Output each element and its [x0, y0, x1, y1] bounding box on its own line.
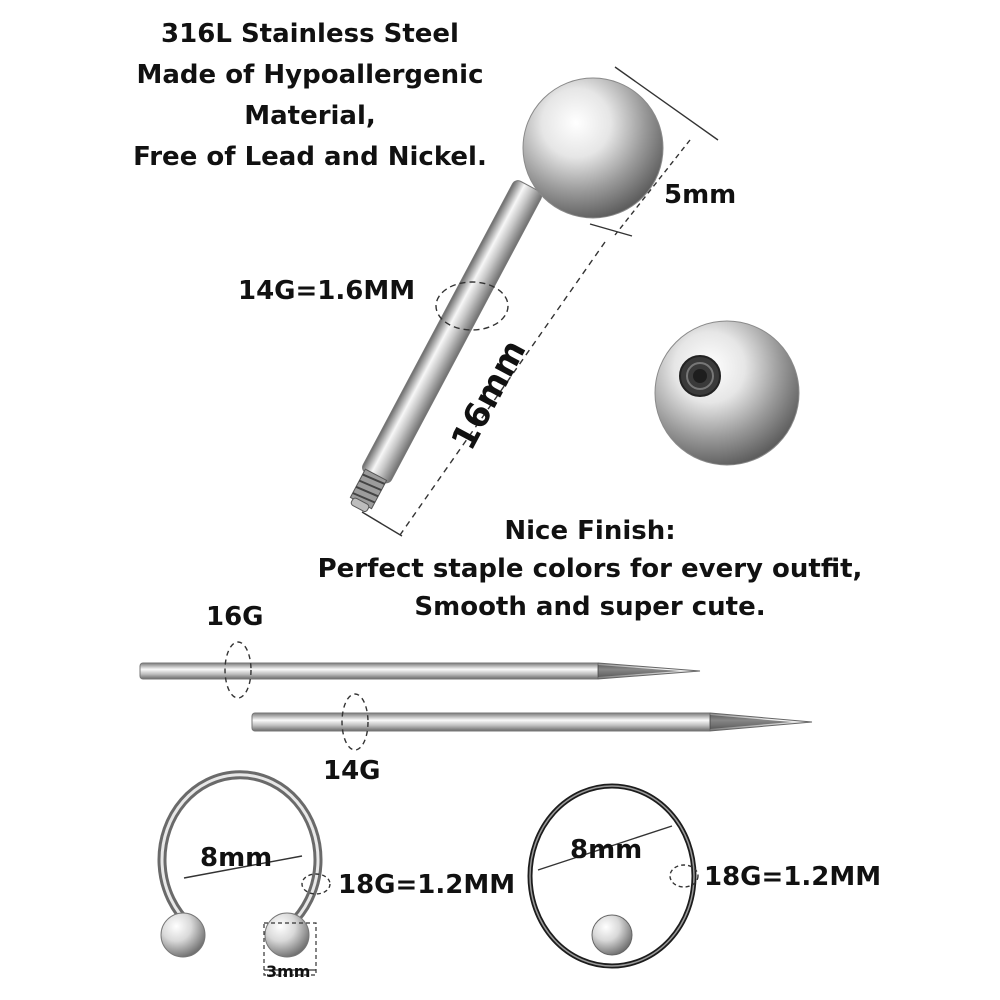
needle-16g-label: 16G: [206, 602, 264, 632]
captive-ring-diameter-label: 8mm: [570, 835, 643, 865]
needle-14g-label: 14G: [323, 756, 381, 786]
material-line-1: 316L Stainless Steel: [161, 19, 459, 49]
loose-ball: [655, 321, 799, 465]
barbell-top-ball: [523, 78, 663, 218]
ball-size-label: 5mm: [664, 180, 737, 210]
captive-ring-gauge-label: 18G=1.2MM: [704, 862, 882, 892]
finish-description: [290, 512, 890, 626]
captive-bead-ring: [530, 786, 698, 966]
finish-line-2: Perfect staple colors for every outfit,: [317, 554, 863, 584]
horseshoe-ring: [161, 775, 330, 975]
finish-line-1: Nice Finish:: [504, 516, 676, 546]
material-line-4: Free of Lead and Nickel.: [133, 142, 487, 172]
material-line-2: Made of Hypoallergenic: [136, 60, 484, 90]
horseshoe-gauge-label: 18G=1.2MM: [338, 870, 516, 900]
rod-gauge-label: 14G=1.6MM: [238, 276, 416, 306]
material-description: [110, 14, 510, 178]
horseshoe-left-ball: [161, 913, 205, 957]
horseshoe-right-ball: [265, 913, 309, 957]
horseshoe-diameter-label: 8mm: [200, 843, 273, 873]
material-line-3: Material,: [244, 101, 376, 131]
needle-16g: [140, 642, 700, 698]
needle-14g: [252, 694, 812, 750]
captive-bead: [592, 915, 632, 955]
finish-line-3: Smooth and super cute.: [414, 592, 766, 622]
horseshoe-ball-size-label: 3mm: [266, 962, 311, 981]
rod-length-label: 16mm: [443, 333, 535, 457]
